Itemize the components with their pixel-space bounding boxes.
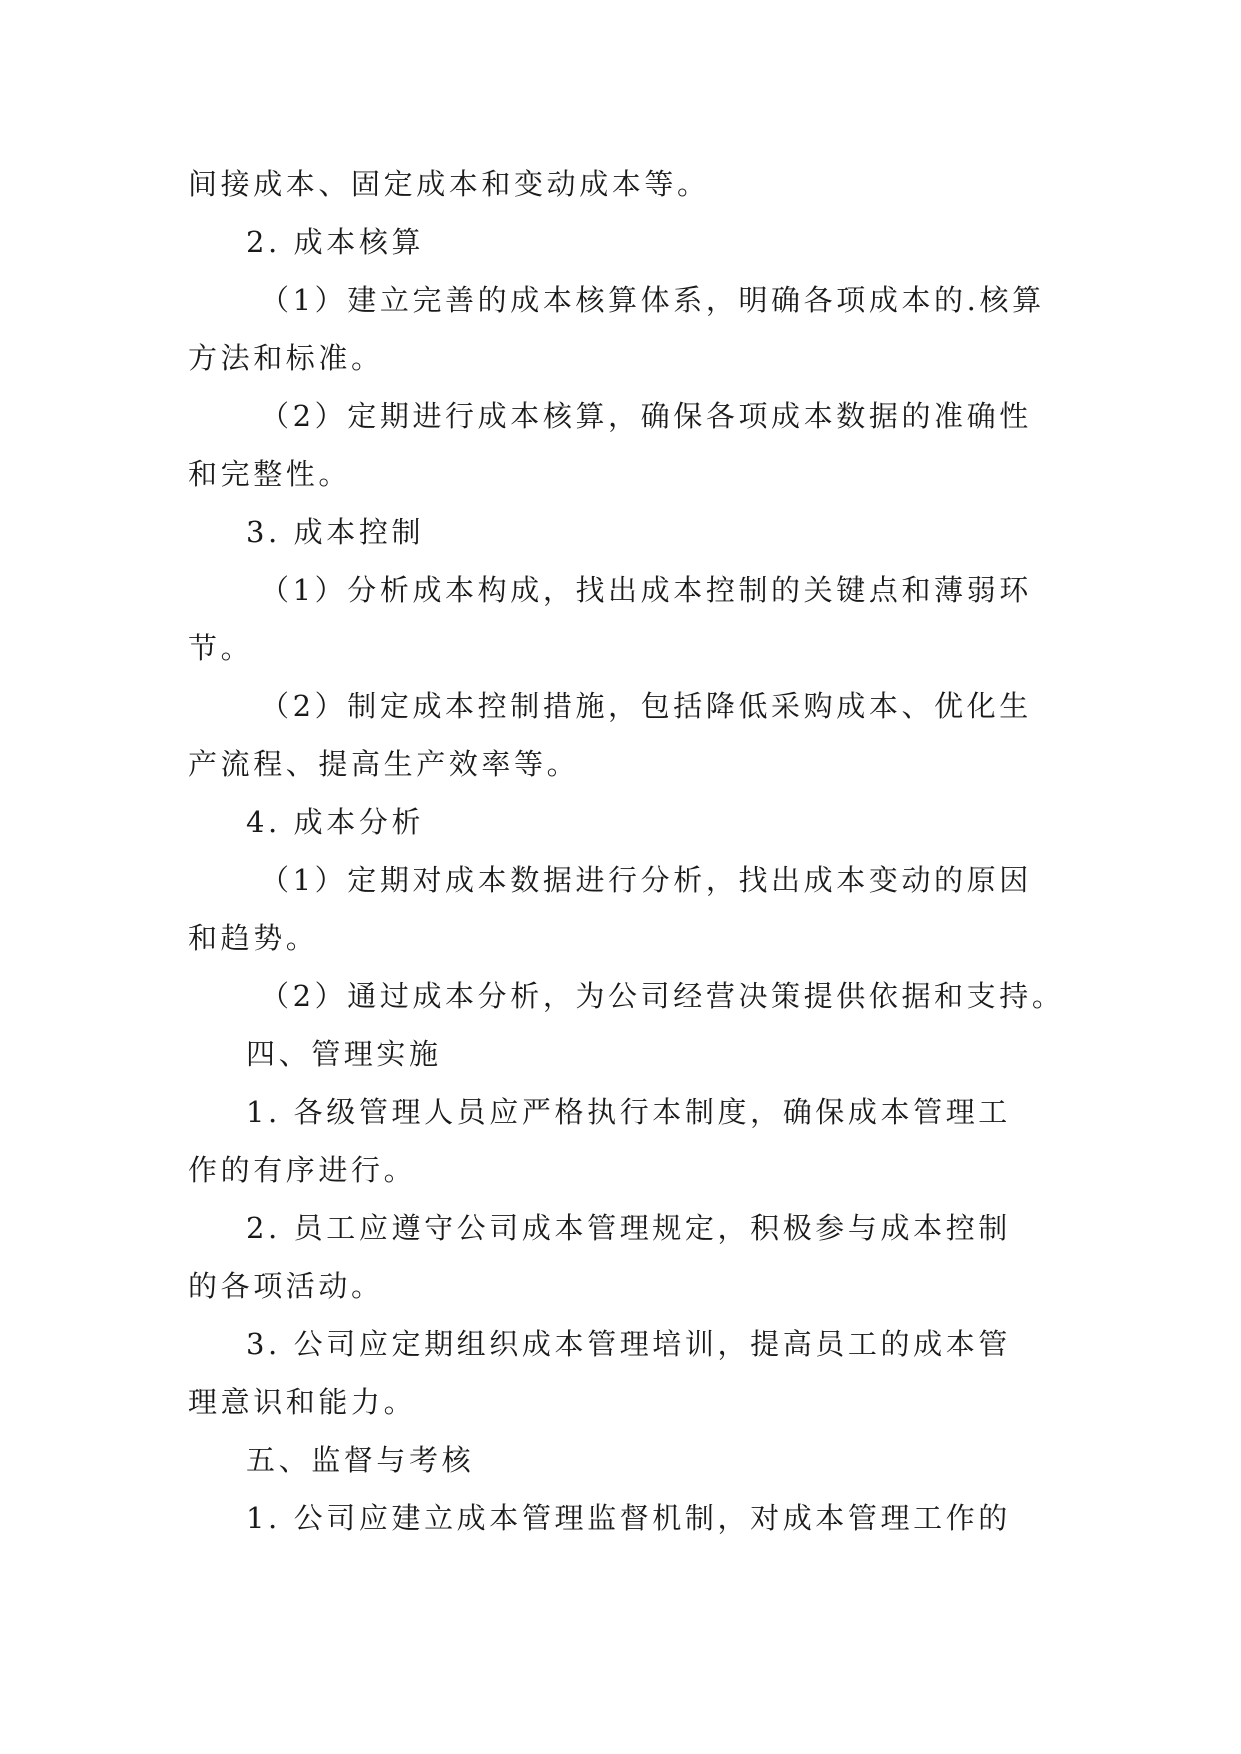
paragraph-line: （1）分析成本构成，找出成本控制的关键点和薄弱环 [260,573,1032,607]
paragraph-line: （2）制定成本控制措施，包括降低采购成本、优化生 [260,689,1032,723]
paragraph-line: 1. 各级管理人员应严格执行本制度，确保成本管理工 [246,1095,1011,1129]
paragraph-line: （1）建立完善的成本核算体系，明确各项成本的.核算 [260,283,1045,317]
section-heading: 2. 成本核算 [246,225,425,259]
paragraph-line: 2. 员工应遵守公司成本管理规定，积极参与成本控制 [246,1211,1011,1245]
paragraph-line: 的各项活动。 [188,1269,384,1303]
chapter-heading: 五、监督与考核 [246,1443,475,1477]
paragraph-line: 和趋势。 [188,921,319,955]
paragraph-line: 3. 公司应定期组织成本管理培训，提高员工的成本管 [246,1327,1011,1361]
paragraph-line: 1. 公司应建立成本管理监督机制，对成本管理工作的 [246,1501,1011,1535]
paragraph-line: 作的有序进行。 [188,1153,417,1187]
chapter-heading: 四、管理实施 [246,1037,442,1071]
paragraph-line: 产流程、提高生产效率等。 [188,747,580,781]
paragraph-line: （2）定期进行成本核算，确保各项成本数据的准确性 [260,399,1032,433]
document-page [188,155,1065,1547]
paragraph-line: （1）定期对成本数据进行分析，找出成本变动的原因 [260,863,1032,897]
paragraph-line: 理意识和能力。 [188,1385,417,1419]
section-heading: 3. 成本控制 [246,515,425,549]
section-heading: 4. 成本分析 [246,805,425,839]
paragraph-line: （2）通过成本分析，为公司经营决策提供依据和支持。 [260,979,1065,1013]
paragraph-line: 间接成本、固定成本和变动成本等。 [188,167,710,201]
paragraph-line: 和完整性。 [188,457,352,491]
paragraph-line: 节。 [188,631,254,665]
paragraph-line: 方法和标准。 [188,341,384,375]
